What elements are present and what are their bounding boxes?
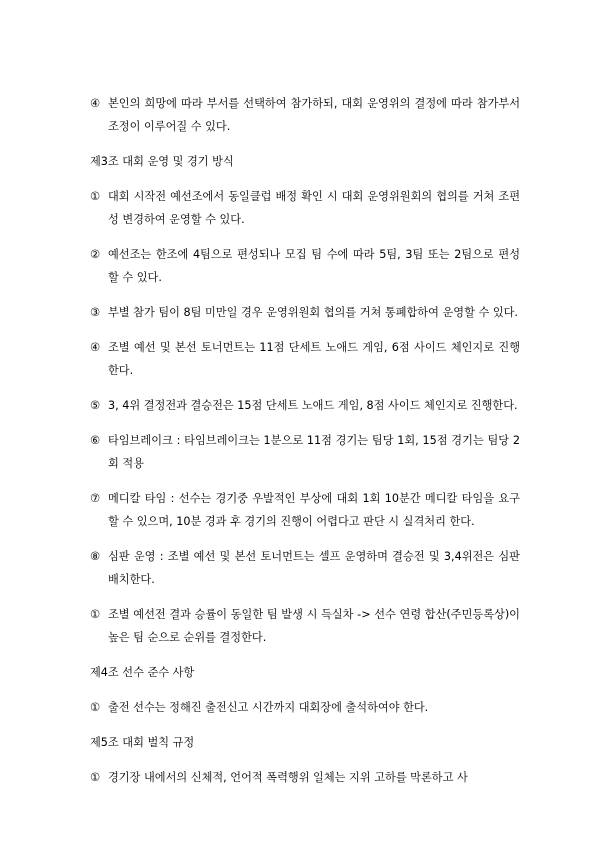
item-number: ① <box>90 608 101 621</box>
item-text: 메디칼 타임 : 선수는 경기중 우발적인 부상에 대회 1회 10분간 메디칼 타임을 요구할 수 있으며, 10분 경과 후 경기의 진행이 어렵다고 판단 시 실격처리 한다. <box>108 492 520 528</box>
list-item <box>90 696 520 719</box>
section-3-heading: 제3조 대회 운영 및 경기 방식 <box>90 155 234 168</box>
item-text: 조별 예선전 결과 승률이 동일한 팀 발생 시 득실차 -> 선수 연령 합산(주민등록상)이 높은 팀 순으로 순위를 결정한다. <box>108 608 520 644</box>
item-text: 3, 4위 결정전과 결승전은 15점 단세트 노애드 게임, 8점 사이드 체인지로 진행한다. <box>108 399 518 412</box>
item-text: 대회 시작전 예선조에서 동일클럽 배정 확인 시 대회 운영위원회의 협의를 거쳐 조편성 변경하여 운영할 수 있다. <box>108 190 520 226</box>
item-text: 조별 예선 및 본선 토너먼트는 11점 단세트 노애드 게임, 6점 사이드 체인지로 진행한다. <box>108 341 520 377</box>
item-number: ⑧ <box>90 550 101 563</box>
item-text: 심판 운영 : 조별 예선 및 본선 토너먼트는 셀프 운영하며 결승전 및 3,4위전은 심판 배치한다. <box>108 550 520 586</box>
item-number: ⑥ <box>90 434 101 447</box>
list-item <box>90 766 520 789</box>
item-text: 부별 참가 팀이 8팀 미만일 경우 운영위원회 협의를 거쳐 통폐합하여 운영할 수 있다. <box>108 306 518 319</box>
item-number: ① <box>90 190 101 203</box>
section-5-heading: 제5조 대회 벌칙 규정 <box>90 736 195 749</box>
item-number: ⑦ <box>90 492 101 505</box>
item-number: ③ <box>90 306 101 319</box>
item-text: 타임브레이크 : 타임브레이크는 1분으로 11점 경기는 팀당 1회, 15점 경기는 팀당 2회 적용 <box>108 434 520 470</box>
item-text: 출전 선수는 정해진 출전신고 시간까지 대회장에 출석하여야 한다. <box>108 701 429 714</box>
list-item <box>90 545 520 591</box>
item-number: ④ <box>90 97 101 110</box>
item-text: 경기장 내에서의 신체적, 언어적 폭력행위 일체는 지위 고하를 막론하고 사 <box>108 771 468 784</box>
list-item <box>90 336 520 382</box>
list-item <box>90 394 520 417</box>
section-4-heading: 제4조 선수 준수 사항 <box>90 666 195 679</box>
list-item <box>90 429 520 475</box>
list-item <box>90 92 520 138</box>
document-body <box>90 92 520 801</box>
list-item <box>90 185 520 231</box>
item-number: ① <box>90 771 101 784</box>
list-item <box>90 603 520 649</box>
list-item <box>90 301 520 324</box>
list-item <box>90 487 520 533</box>
list-item <box>90 243 520 289</box>
item-number: ① <box>90 701 101 714</box>
item-number: ② <box>90 248 101 261</box>
item-number: ④ <box>90 341 101 354</box>
item-number: ⑤ <box>90 399 101 412</box>
item-text: 본인의 희망에 따라 부서를 선택하여 참가하되, 대회 운영위의 결정에 따라 참가부서 조정이 이루어질 수 있다. <box>108 97 520 133</box>
item-text: 예선조는 한조에 4팀으로 편성되나 모집 팀 수에 따라 5팀, 3팀 또는 2팀으로 편성 할 수 있다. <box>108 248 520 284</box>
